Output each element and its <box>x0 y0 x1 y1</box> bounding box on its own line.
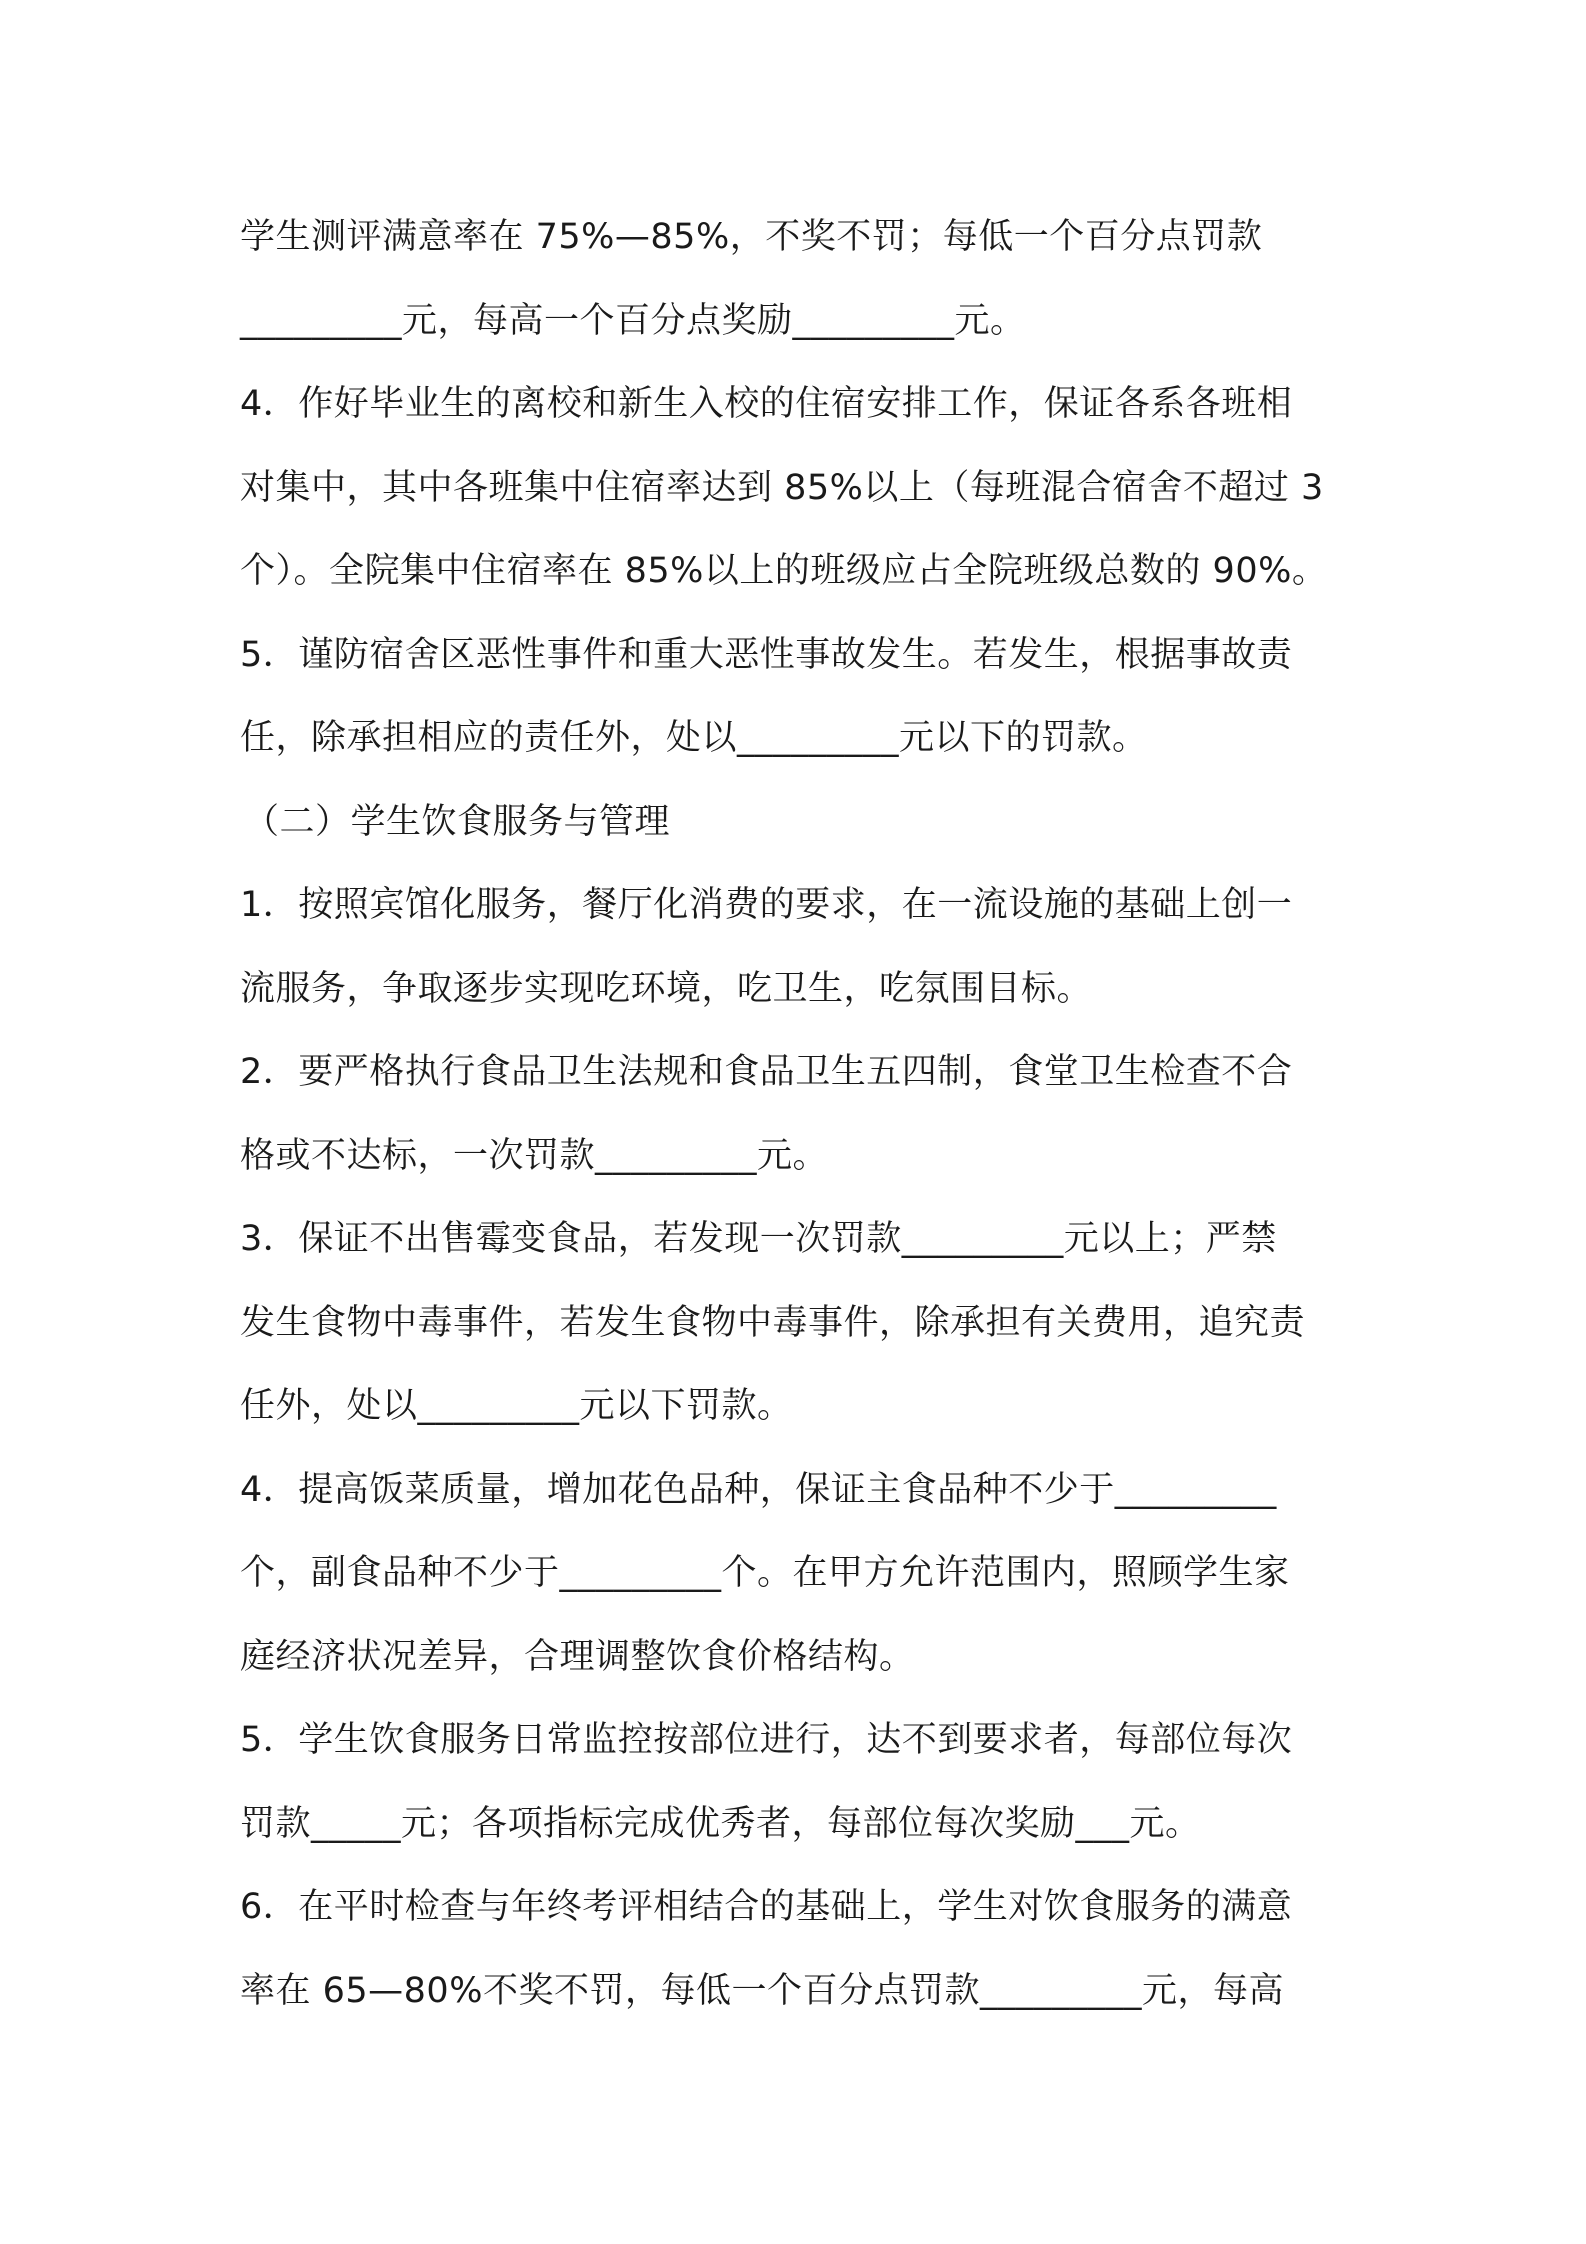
text-line: 流服务，争取逐步实现吃环境，吃卫生，吃氛围目标。 <box>240 968 1093 1009</box>
text-line: 庭经济状况差异，合理调整饮食价格结构。 <box>240 1636 915 1677</box>
text-line: 对集中，其中各班集中住宿率达到 85%以上（每班混合宿舍不超过 3 <box>240 467 1324 508</box>
text-line: 5．谨防宿舍区恶性事件和重大恶性事故发生。若发生，根据事故责 <box>240 634 1293 675</box>
section-heading: （二）学生饮食服务与管理 <box>244 801 671 842</box>
text-line: 任，除承担相应的责任外，处以_________元以下的罚款。 <box>240 718 1148 758</box>
text-line: 个）。全院集中住宿率在 85%以上的班级应占全院班级总数的 90%。 <box>240 551 1328 591</box>
text-line: 率在 65—80%不奖不罚，每低一个百分点罚款_________元，每高 <box>240 1970 1284 2011</box>
text-line: 罚款_____元；各项指标完成优秀者，每部位每次奖励___元。 <box>240 1803 1201 1844</box>
text-line: _________元，每高一个百分点奖励_________元。 <box>240 300 1026 341</box>
text-line: 2．要严格执行食品卫生法规和食品卫生五四制，食堂卫生检查不合 <box>240 1052 1293 1092</box>
text-line: 个，副食品种不少于_________个。在甲方允许范围内，照顾学生家 <box>240 1553 1290 1593</box>
text-line: 3．保证不出售霉变食品，若发现一次罚款_________元以上；严禁 <box>240 1219 1277 1259</box>
text-line: 5．学生饮食服务日常监控按部位进行，达不到要求者，每部位每次 <box>240 1720 1293 1760</box>
text-line: 6．在平时检查与年终考评相结合的基础上，学生对饮食服务的满意 <box>240 1887 1293 1927</box>
text-line: 格或不达标，一次罚款_________元。 <box>240 1135 829 1176</box>
text-line: 4．作好毕业生的离校和新生入校的住宿安排工作，保证各系各班相 <box>240 384 1293 424</box>
text-line: 4．提高饭菜质量，增加花色品种，保证主食品种不少于_________ <box>240 1469 1277 1510</box>
text-line: 任外，处以_________元以下罚款。 <box>240 1386 793 1426</box>
text-line: 学生测评满意率在 75%—85%，不奖不罚；每低一个百分点罚款 <box>240 217 1263 257</box>
document-body <box>240 196 1360 2033</box>
text-line: 1．按照宾馆化服务，餐厅化消费的要求，在一流设施的基础上创一 <box>240 885 1293 925</box>
text-line: 发生食物中毒事件，若发生食物中毒事件，除承担有关费用，追究责 <box>240 1302 1306 1343</box>
